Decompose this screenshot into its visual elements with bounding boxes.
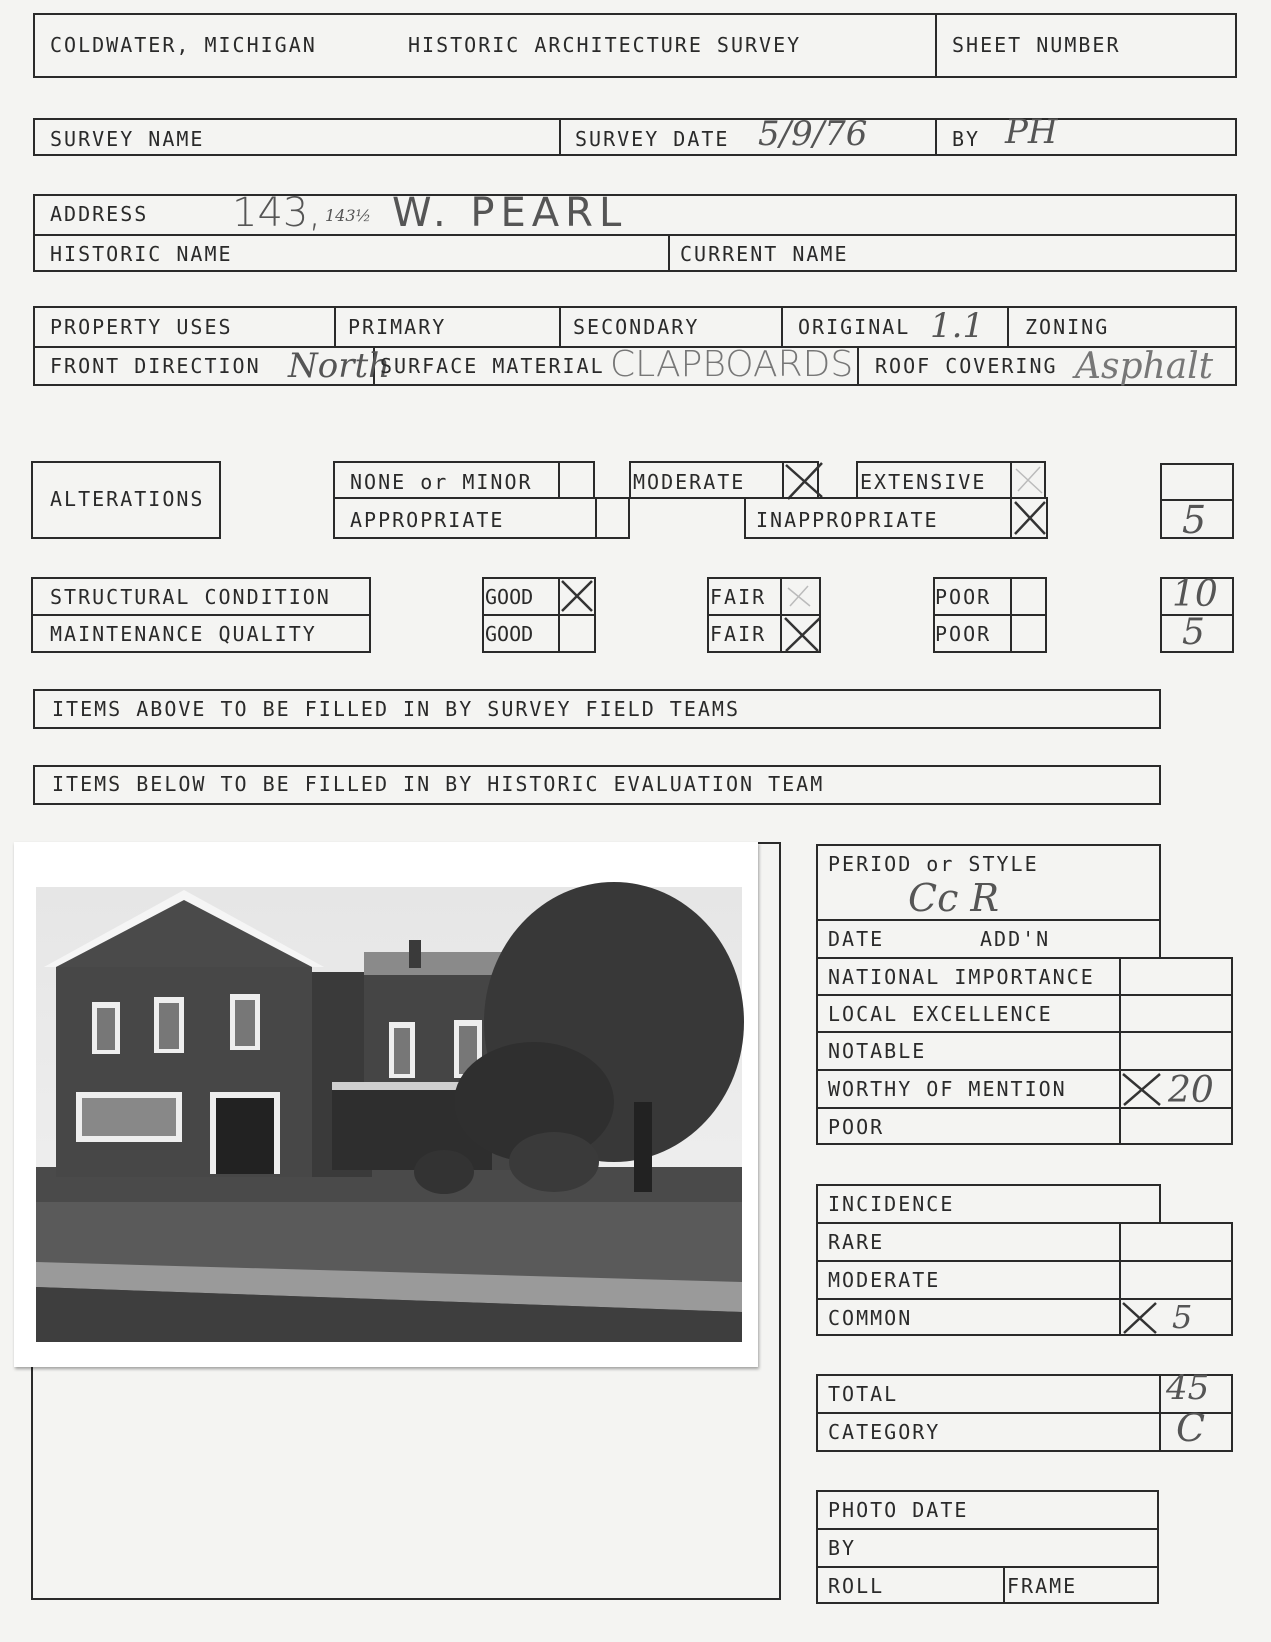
- good-label-maintenance: GOOD: [485, 622, 534, 646]
- incidence-label: INCIDENCE: [828, 1192, 955, 1216]
- survey-by-label: BY: [952, 127, 981, 151]
- survey-date-label: SURVEY DATE: [575, 127, 730, 151]
- good-structural-check-mark: [559, 578, 595, 614]
- ratings-divider-1: [816, 957, 1233, 959]
- rare-label: RARE: [828, 1230, 885, 1254]
- address-number-half: 143½: [325, 206, 372, 225]
- fair-label-structural: FAIR: [710, 585, 767, 609]
- historic-name-label: HISTORIC NAME: [50, 242, 233, 266]
- zoning-label: ZONING: [1025, 315, 1110, 339]
- items-below-note: ITEMS BELOW TO BE FILLED IN BY HISTORIC EVALUATION TEAM: [52, 772, 825, 796]
- structural-condition-label: STRUCTURAL CONDITION: [50, 585, 331, 609]
- category-label: CATEGORY: [828, 1420, 941, 1444]
- total-label: TOTAL: [828, 1382, 899, 1406]
- roll-label: ROLL: [828, 1574, 885, 1598]
- property-div-6: [857, 346, 859, 386]
- photo-info-divider-2: [816, 1566, 1159, 1568]
- poor-check-divider: [1010, 577, 1012, 653]
- poor-label-maintenance: POOR: [935, 622, 992, 646]
- items-above-note: ITEMS ABOVE TO BE FILLED IN BY SURVEY FIELD TEAMS: [52, 697, 741, 721]
- moderate-label: MODERATE: [633, 470, 746, 494]
- surface-material-label: SURFACE MATERIAL: [380, 354, 605, 378]
- extensive-faint-mark: [1012, 463, 1046, 497]
- address-col-divider: [668, 234, 670, 272]
- survey-divider-1: [559, 118, 561, 156]
- ratings-col-divider: [1119, 957, 1121, 1145]
- moderate-check-mark: [782, 461, 830, 501]
- property-div-2: [559, 306, 561, 346]
- none-minor-label: NONE or MINOR: [350, 470, 533, 494]
- alterations-label: ALTERATIONS: [50, 487, 205, 511]
- photo-info-col-divider: [1003, 1566, 1005, 1604]
- photo-by-label: BY: [828, 1536, 857, 1560]
- fair-maintenance-check-mark: [782, 615, 824, 655]
- total-divider: [816, 1412, 1233, 1414]
- worthy-score: 20: [1168, 1070, 1214, 1111]
- alterations-score: 5: [1182, 498, 1207, 542]
- notable-label: NOTABLE: [828, 1039, 927, 1063]
- roof-covering-label: ROOF COVERING: [875, 354, 1058, 378]
- period-value: Cc R: [908, 876, 1000, 920]
- structural-score: 10: [1172, 574, 1218, 615]
- good-label-structural: GOOD: [485, 585, 534, 609]
- address-street: W. PEARL: [392, 190, 628, 236]
- maintenance-quality-label: MAINTENANCE QUALITY: [50, 622, 317, 646]
- period-label: PERIOD or STYLE: [828, 852, 1039, 876]
- incidence-divider-2: [816, 1298, 1233, 1300]
- photo-date-label: PHOTO DATE: [828, 1498, 969, 1522]
- addn-label: ADD'N: [980, 927, 1051, 951]
- front-direction-value: North: [288, 346, 391, 386]
- original-label: ORIGINAL: [798, 315, 911, 339]
- survey-by-value: PH: [1005, 112, 1058, 152]
- roof-covering-value: Asphalt: [1075, 346, 1214, 387]
- extensive-label: EXTENSIVE: [860, 470, 987, 494]
- ratings-top-right-gap: [1161, 919, 1237, 957]
- local-excellence-label: LOCAL EXCELLENCE: [828, 1002, 1053, 1026]
- worthy-check-mark: [1120, 1071, 1164, 1109]
- inappropriate-check-mark: [1011, 498, 1049, 538]
- building-photo: [14, 842, 758, 1367]
- appropriate-check-divider: [595, 497, 597, 539]
- form-title: HISTORIC ARCHITECTURE SURVEY: [408, 33, 802, 57]
- worthy-of-mention-label: WORTHY OF MENTION: [828, 1077, 1067, 1101]
- condition-label-divider: [31, 614, 371, 616]
- house-photo-drawing: [14, 842, 758, 1367]
- ratings-divider-2: [816, 994, 1233, 996]
- property-div-4: [1007, 306, 1009, 346]
- front-direction-label: FRONT DIRECTION: [50, 354, 261, 378]
- poor-label-structural: POOR: [935, 585, 992, 609]
- frame-label: FRAME: [1007, 1574, 1078, 1598]
- survey-date-value: 5/9/76: [758, 114, 868, 154]
- national-importance-label: NATIONAL IMPORTANCE: [828, 965, 1095, 989]
- maintenance-score: 5: [1182, 612, 1205, 653]
- eval-poor-label: POOR: [828, 1115, 885, 1139]
- address-label: ADDRESS: [50, 202, 149, 226]
- original-value: 1.1: [930, 306, 985, 346]
- fair-label-maintenance: FAIR: [710, 622, 767, 646]
- survey-name-label: SURVEY NAME: [50, 127, 205, 151]
- common-label: COMMON: [828, 1306, 913, 1330]
- total-col-divider: [1159, 1374, 1161, 1452]
- photo-info-divider-1: [816, 1528, 1159, 1530]
- inappropriate-label: INAPPROPRIATE: [756, 508, 939, 532]
- good-divider: [482, 614, 596, 616]
- appropriate-label: APPROPRIATE: [350, 508, 505, 532]
- total-value: 45: [1166, 1368, 1210, 1408]
- surface-material-value: CLAPBOARDS: [610, 344, 854, 385]
- address-row-divider: [33, 234, 1237, 236]
- ratings-divider-3: [816, 1031, 1233, 1033]
- none-minor-check-divider: [558, 461, 560, 499]
- sheet-number-label: SHEET NUMBER: [952, 33, 1121, 57]
- incidence-moderate-label: MODERATE: [828, 1268, 941, 1292]
- date-label: DATE: [828, 927, 885, 951]
- fair-structural-faint-mark: [784, 582, 814, 610]
- primary-label: PRIMARY: [348, 315, 447, 339]
- city-label: COLDWATER, MICHIGAN: [50, 33, 317, 57]
- secondary-label: SECONDARY: [573, 315, 700, 339]
- current-name-label: CURRENT NAME: [680, 242, 849, 266]
- property-uses-label: PROPERTY USES: [50, 315, 233, 339]
- header-divider: [935, 13, 937, 78]
- property-div-3: [781, 306, 783, 346]
- common-score: 5: [1172, 1298, 1193, 1336]
- common-check-mark: [1120, 1300, 1160, 1336]
- survey-divider-2: [935, 118, 937, 156]
- category-value: C: [1176, 1406, 1206, 1450]
- poor-divider: [933, 614, 1047, 616]
- property-div-1: [334, 306, 336, 346]
- ratings-right-edge-top: [1159, 919, 1161, 957]
- address-number: 143,: [232, 190, 322, 236]
- incidence-divider-1: [816, 1260, 1233, 1262]
